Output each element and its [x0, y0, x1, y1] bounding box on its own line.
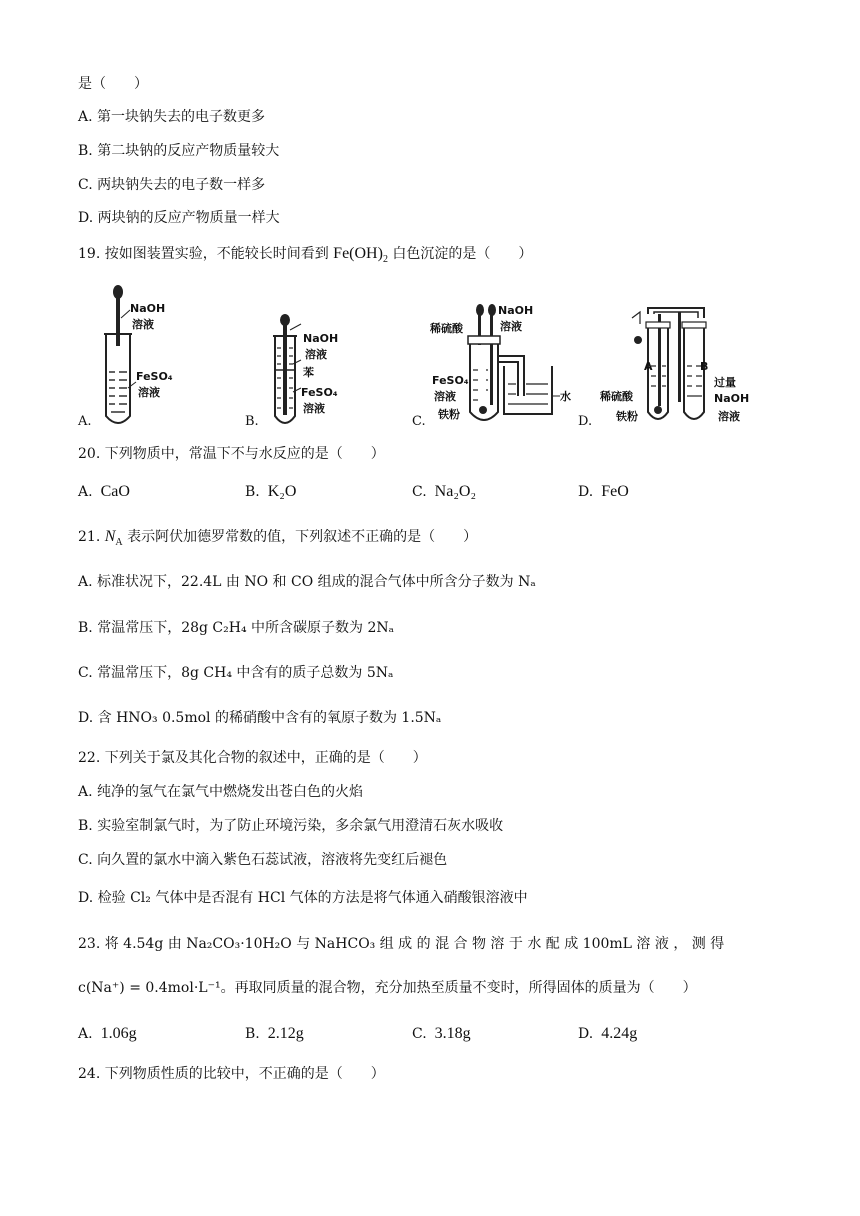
q23-option-d: D. 4.24g	[578, 1025, 638, 1042]
q22-stem: 22. 下列关于氯及其化合物的叙述中，正确的是（ ）	[78, 750, 427, 766]
q20-stem: 20. 下列物质中，常温下不与水反应的是（ ）	[78, 446, 385, 462]
q20-option-a: A. CaO	[78, 483, 130, 500]
q23-stem-line2: c(Na⁺) = 0.4mol·L⁻¹。再取同质量的混合物，充分加热至质量不变时，所得固体的质量为（ ）	[78, 980, 697, 996]
q21-stem: 21. $N_A$ 表示阿伏加德罗常数的值，下列叙述不正确的是（ ）	[78, 528, 478, 548]
q18-option-a: A. 第一块钠失去的电子数更多	[78, 109, 266, 125]
q18-option-d: D. 两块钠的反应产物质量一样大	[78, 210, 280, 226]
q19-stem: 19. 按如图装置实验，不能较长时间看到 $Fe(OH)_2$ 白色沉淀的是（ ）	[78, 245, 533, 265]
q24-stem: 24. 下列物质性质的比较中，不正确的是（ ）	[78, 1066, 385, 1082]
q21-option-c: C. 常温常压下，8g CH₄ 中含有的质子总数为 5Nₐ	[78, 665, 394, 681]
q19-label-d: D.	[578, 414, 593, 429]
q22-option-b: B. 实验室制氯气时，为了防止环境污染，多余氯气用澄清石灰水吸收	[78, 818, 504, 834]
q23-stem-line1: 23. 将 4.54g 由 Na₂CO₃·10H₂O 与 NaHCO₃ 组 成 的 混 合 物 溶 于 水 配 成 100mL 溶 液 ， 测 得	[78, 936, 725, 952]
q19-label-b: B.	[245, 414, 259, 429]
q19-figure-c: 稀硫酸 NaOH 溶液 FeSO₄ 溶液 铁粉 水 C.	[412, 304, 571, 429]
q21-option-d: D. 含 HNO₃ 0.5mol 的稀硝酸中含有的氧原子数为 1.5Nₐ	[78, 710, 442, 726]
q19-label-a: A.	[78, 414, 92, 429]
q19-figure-d: A B 过量 稀硫酸 NaOH 溶液 铁粉 D.	[578, 284, 758, 434]
q19-formula: $Fe(OH)_2$	[333, 245, 388, 265]
q21-option-b: B. 常温常压下，28g C₂H₄ 中所含碳原子数为 2Nₐ	[78, 620, 395, 636]
q20-option-d: D. FeO	[578, 483, 629, 500]
q19-figure-a: NaOH 溶液 FeSO₄ 溶液 A.	[78, 284, 178, 434]
q20-option-c: C. Na₂O₂	[412, 483, 477, 500]
q22-option-d: D. 检验 Cl₂ 气体中是否混有 HCl 气体的方法是将气体通入硝酸银溶液中	[78, 890, 528, 906]
q19-label-c: C.	[412, 414, 426, 429]
q18-option-c: C. 两块钠失去的电子数一样多	[78, 177, 266, 193]
q21-option-a: A. 标准状况下，22.4L 由 NO 和 CO 组成的混合气体中所含分子数为 Nₐ	[78, 574, 536, 590]
q20-option-b: B. K₂O	[245, 483, 297, 500]
q21-avogadro-symbol: $N_A$	[104, 528, 123, 548]
q19-figure-b: NaOH 溶液 苯 FeSO₄ 溶液 B.	[245, 284, 355, 434]
q23-option-c: C. 3.18g	[412, 1025, 471, 1042]
q23-option-b: B. 2.12g	[245, 1025, 304, 1042]
q23-option-a: A. 1.06g	[78, 1025, 137, 1042]
q22-option-a: A. 纯净的氢气在氯气中燃烧发出苍白色的火焰	[78, 784, 364, 800]
q22-option-c: C. 向久置的氯水中滴入紫色石蕊试液，溶液将先变红后褪色	[78, 852, 448, 868]
q18-option-b: B. 第二块钠的反应产物质量较大	[78, 143, 280, 159]
q18-tail: 是（ ）	[78, 76, 148, 92]
